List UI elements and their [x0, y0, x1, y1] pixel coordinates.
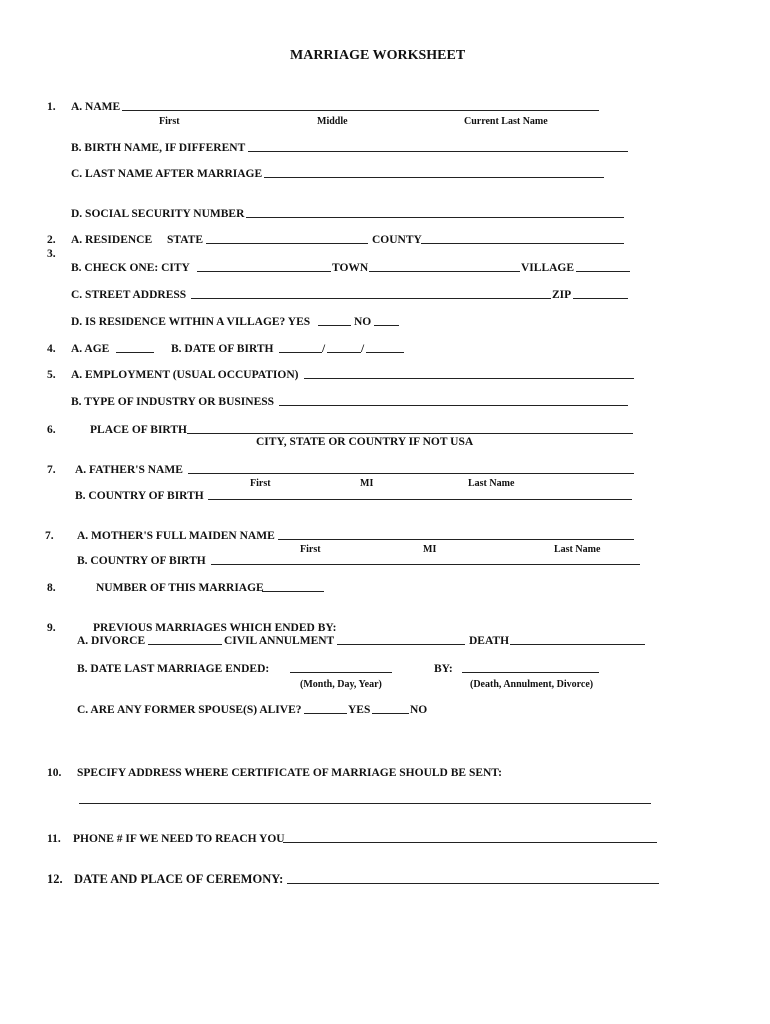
village-yes-field[interactable]: [318, 325, 351, 326]
former-spouse-no-label: NO: [410, 704, 428, 716]
place-of-birth-caption: CITY, STATE OR COUNTRY IF NOT USA: [256, 436, 474, 448]
employment-field[interactable]: [304, 378, 634, 379]
father-last-caption: Last Name: [468, 478, 515, 489]
q1-number: 1.: [47, 101, 56, 113]
mother-mi-caption: MI: [423, 544, 437, 555]
q7-mother-number: 7.: [45, 530, 54, 542]
q5-number: 5.: [47, 369, 56, 381]
zip-field[interactable]: [573, 298, 628, 299]
dob-year-field[interactable]: [366, 352, 404, 353]
former-spouse-label: C. ARE ANY FORMER SPOUSE(S) ALIVE?: [77, 704, 302, 716]
mother-first-caption: First: [300, 544, 321, 555]
father-first-caption: First: [250, 478, 271, 489]
death-label: DEATH: [469, 635, 510, 647]
town-label: TOWN: [332, 262, 369, 274]
dob-month-field[interactable]: [279, 352, 322, 353]
phone-label: PHONE # IF WE NEED TO REACH YOU: [73, 833, 285, 845]
town-field[interactable]: [369, 271, 520, 272]
state-label: STATE: [167, 234, 204, 246]
name-first-caption: First: [159, 116, 180, 127]
date-last-marriage-field[interactable]: [290, 672, 392, 673]
last-name-after-label: C. LAST NAME AFTER MARRIAGE: [71, 168, 263, 180]
marriage-number-label: NUMBER OF THIS MARRIAGE: [96, 582, 264, 594]
check-one-city-label: B. CHECK ONE: CITY: [71, 262, 190, 274]
father-mi-caption: MI: [360, 478, 374, 489]
industry-label: B. TYPE OF INDUSTRY OR BUSINESS: [71, 396, 275, 408]
street-address-field[interactable]: [191, 298, 551, 299]
mother-country-field[interactable]: [211, 564, 640, 565]
birth-name-field[interactable]: [248, 151, 628, 152]
divorce-field[interactable]: [148, 644, 222, 645]
county-field[interactable]: [421, 243, 624, 244]
ended-by-caption: (Death, Annulment, Divorce): [470, 679, 594, 690]
place-of-birth-label: PLACE OF BIRTH: [90, 424, 187, 436]
place-of-birth-field[interactable]: [187, 433, 633, 434]
county-label: COUNTY: [372, 234, 422, 246]
village-field[interactable]: [576, 271, 630, 272]
ended-by-field[interactable]: [462, 672, 599, 673]
father-country-field[interactable]: [208, 499, 632, 500]
former-spouse-no-field[interactable]: [372, 713, 409, 714]
previous-marriages-heading: PREVIOUS MARRIAGES WHICH ENDED BY:: [93, 622, 337, 634]
q4-number: 4.: [47, 343, 56, 355]
death-field[interactable]: [510, 644, 645, 645]
q11-number: 11.: [47, 833, 61, 845]
dob-day-field[interactable]: [327, 352, 361, 353]
q6-number: 6.: [47, 424, 56, 436]
dob-slash-2: /: [361, 343, 365, 355]
date-last-marriage-label: B. DATE LAST MARRIAGE ENDED:: [77, 663, 270, 675]
divorce-label: A. DIVORCE: [77, 635, 146, 647]
father-country-label: B. COUNTRY OF BIRTH: [75, 490, 204, 502]
q8-number: 8.: [47, 582, 56, 594]
employment-label: A. EMPLOYMENT (USUAL OCCUPATION): [71, 369, 299, 381]
dob-slash-1: /: [322, 343, 326, 355]
birth-name-label: B. BIRTH NAME, IF DIFFERENT: [71, 142, 246, 154]
age-field[interactable]: [116, 352, 154, 353]
marriage-number-field[interactable]: [262, 591, 324, 592]
q10-number: 10.: [47, 767, 62, 779]
name-last-caption: Current Last Name: [464, 116, 548, 127]
q2-number: 2.: [47, 234, 56, 246]
age-label: A. AGE: [71, 343, 110, 355]
village-no-label: NO: [354, 316, 372, 328]
ended-by-label: BY:: [434, 663, 453, 675]
street-address-label: C. STREET ADDRESS: [71, 289, 187, 301]
mdy-caption: (Month, Day, Year): [300, 679, 382, 690]
q3-number: 3.: [47, 248, 56, 260]
q12-number: 12.: [47, 872, 63, 886]
civil-annulment-label: CIVIL ANNULMENT: [224, 635, 335, 647]
mother-name-field[interactable]: [278, 539, 634, 540]
ceremony-field[interactable]: [287, 883, 659, 884]
mother-country-label: B. COUNTRY OF BIRTH: [77, 555, 206, 567]
last-name-after-field[interactable]: [264, 177, 604, 178]
ceremony-label: DATE AND PLACE OF CEREMONY:: [74, 872, 284, 886]
civil-annulment-field[interactable]: [337, 644, 465, 645]
village-question-label: D. IS RESIDENCE WITHIN A VILLAGE? YES: [71, 316, 311, 328]
page-title: MARRIAGE WORKSHEET: [290, 48, 466, 63]
village-label: VILLAGE: [521, 262, 575, 274]
name-field[interactable]: [122, 110, 599, 111]
former-spouse-yes-field[interactable]: [304, 713, 347, 714]
mother-last-caption: Last Name: [554, 544, 601, 555]
former-spouse-yes-label: YES: [348, 704, 371, 716]
name-middle-caption: Middle: [317, 116, 348, 127]
mother-name-label: A. MOTHER'S FULL MAIDEN NAME: [77, 530, 275, 542]
q7-number: 7.: [47, 464, 56, 476]
phone-field[interactable]: [283, 842, 657, 843]
father-name-label: A. FATHER'S NAME: [75, 464, 183, 476]
certificate-address-label: SPECIFY ADDRESS WHERE CERTIFICATE OF MARRIAGE SHOULD BE SENT:: [77, 767, 502, 779]
father-name-field[interactable]: [188, 473, 634, 474]
dob-label: B. DATE OF BIRTH: [171, 343, 274, 355]
name-label: A. NAME: [71, 101, 121, 113]
city-field[interactable]: [197, 271, 331, 272]
ssn-field[interactable]: [246, 217, 624, 218]
ssn-label: D. SOCIAL SECURITY NUMBER: [71, 208, 245, 220]
village-no-field[interactable]: [374, 325, 399, 326]
state-field[interactable]: [206, 243, 368, 244]
q9-number: 9.: [47, 622, 56, 634]
industry-field[interactable]: [279, 405, 628, 406]
zip-label: ZIP: [552, 289, 572, 301]
certificate-address-field[interactable]: [79, 803, 651, 804]
residence-label: A. RESIDENCE: [71, 234, 153, 246]
